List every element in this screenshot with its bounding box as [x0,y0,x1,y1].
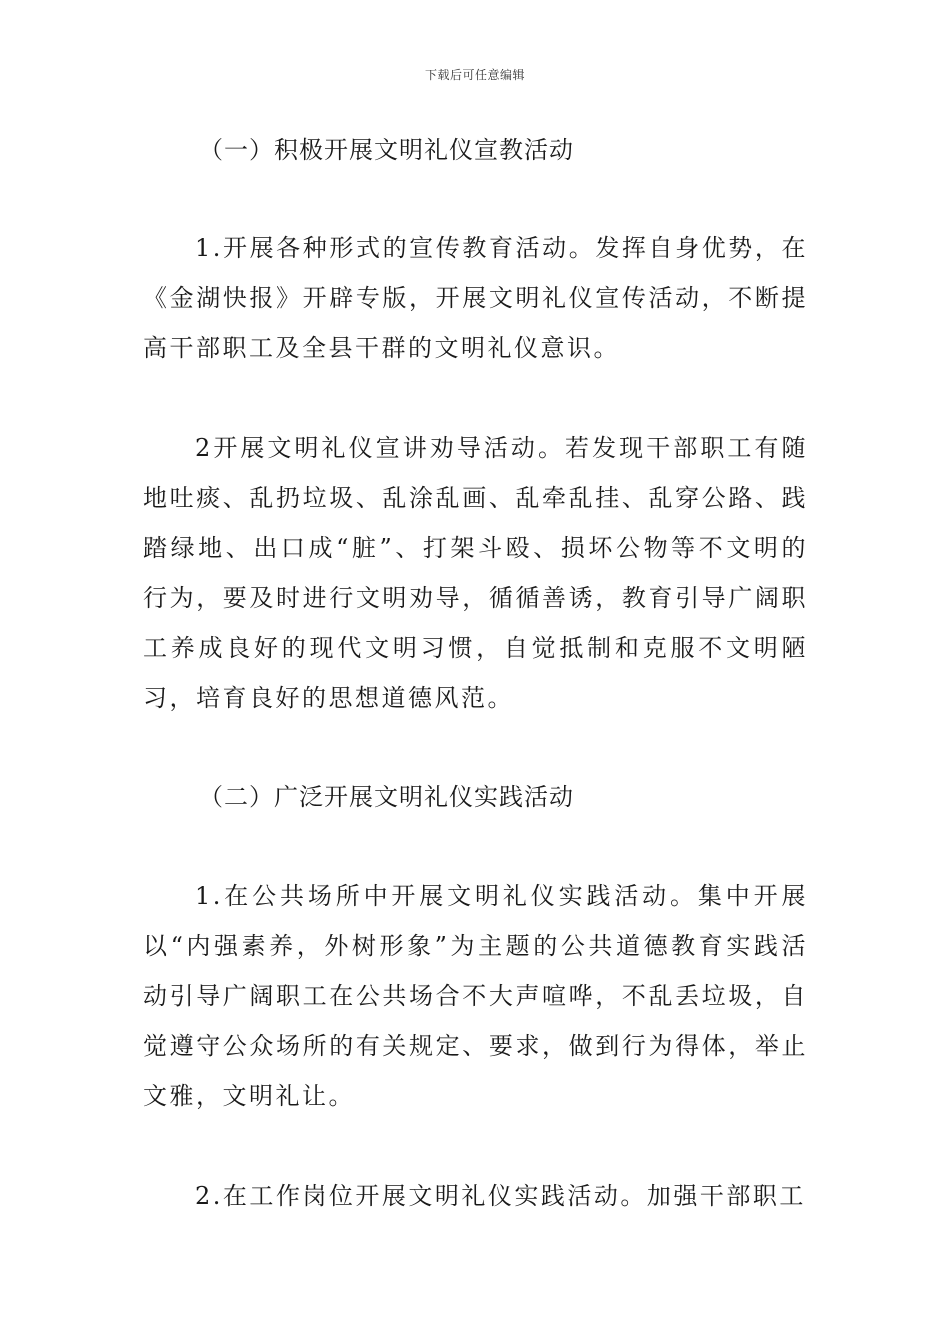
paragraph-2-1: 1.在公共场所中开展文明礼仪实践活动。集中开展以“内强素养，外树形象”为主题的公共道德教育实践活动引导广阔职工在公共场合不大声喧哗，不乱丢垃圾，自觉遵守公众场所的有关规定、要求，做到行为得体，举止文雅，文明礼让。 [143,882,808,1110]
section-heading-1: （一）积极开展文明礼仪宣教活动 [199,136,574,164]
page-header-note: 下载后可任意编辑 [424,68,525,82]
section-heading-2: （二）广泛开展文明礼仪实践活动 [199,783,574,811]
paragraph-1-1: 1.开展各种形式的宣传教育活动。发挥自身优势，在《金湖快报》开辟专版，开展文明礼仪宣传活动，不断提高干部职工及全县干群的文明礼仪意识。 [143,234,808,362]
paragraph-1-2: 2开展文明礼仪宣讲劝导活动。若发现干部职工有随地吐痰、乱扔垃圾、乱涂乱画、乱牵乱挂、乱穿公路、践踏绿地、出口成“脏”、打架斗殴、损坏公物等不文明的行为，要及时进行文明劝导，循循善诱，教育引导广阔职工养成良好的现代文明习惯，自觉抵制和克服不文明陋习，培育良好的思想道德风范。 [143,434,808,712]
paragraph-2-2: 2.在工作岗位开展文明礼仪实践活动。加强干部职工 [195,1182,806,1210]
